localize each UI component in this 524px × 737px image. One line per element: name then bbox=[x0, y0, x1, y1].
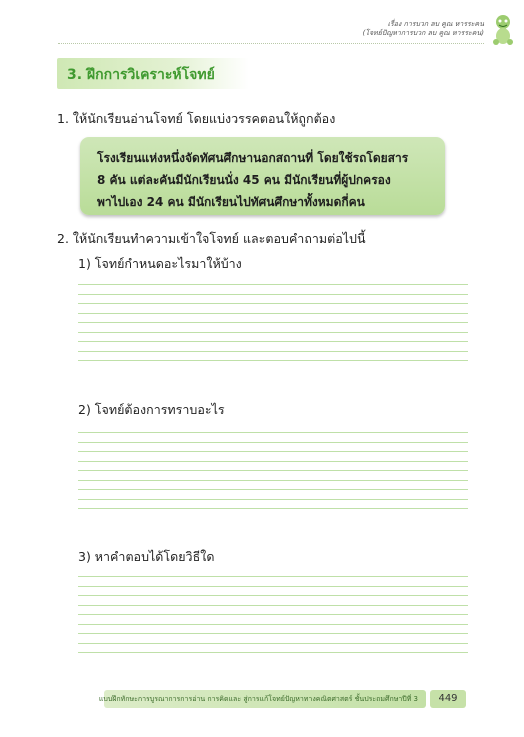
footer-text: แบบฝึกทักษะการบูรณาการการอ่าน การคิดและ สู่การแก้โจทย์ปัญหาทางคณิตศาสตร์ ชั้นประถมศึกษาปีที่ 3 bbox=[98, 695, 418, 703]
word-problem-box bbox=[80, 137, 445, 215]
problem-line-3: พาไปเอง 24 คน มีนักเรียนไปทัศนศึกษาทั้งหมดกี่คน bbox=[97, 195, 365, 209]
answer-lines-3 bbox=[78, 576, 468, 653]
problem-line-2: 8 คัน แต่ละคันมีนักเรียนนั่ง 45 คน มีนักเรียนที่ผู้ปกครอง bbox=[97, 173, 391, 187]
instruction-1: 1. ให้นักเรียนอ่านโจทย์ โดยแบ่งวรรคตอนให้ถูกต้อง bbox=[57, 111, 336, 126]
answer-lines-1 bbox=[78, 284, 468, 361]
section-title: 3. ฝึกการวิเคราะห์โจทย์ bbox=[67, 67, 215, 83]
header-line-2: (โจทย์ปัญหาการบวก ลบ คูณ หารระคน) bbox=[362, 29, 484, 37]
instruction-2: 2. ให้นักเรียนทำความเข้าใจโจทย์ และตอบคำถามต่อไปนี้ bbox=[57, 231, 366, 246]
header-line-1: เรื่อง การบวก ลบ คูณ หารระคน bbox=[387, 20, 484, 28]
question-2: 2) โจทย์ต้องการทราบอะไร bbox=[78, 402, 225, 417]
answer-lines-2 bbox=[78, 432, 468, 509]
footer-band bbox=[98, 690, 426, 708]
question-1: 1) โจทย์กำหนดอะไรมาให้บ้าง bbox=[78, 256, 242, 271]
cartoon-mascot-icon bbox=[490, 12, 516, 48]
question-3: 3) หาคำตอบได้โดยวิธีใด bbox=[78, 549, 215, 564]
section-heading-box bbox=[57, 58, 249, 89]
page-number: 449 bbox=[430, 690, 466, 708]
problem-line-1: โรงเรียนแห่งหนึ่งจัดทัศนศึกษานอกสถานที่ โดยใช้รถโดยสาร bbox=[97, 151, 409, 165]
header-divider bbox=[58, 43, 484, 44]
running-header bbox=[363, 20, 484, 38]
